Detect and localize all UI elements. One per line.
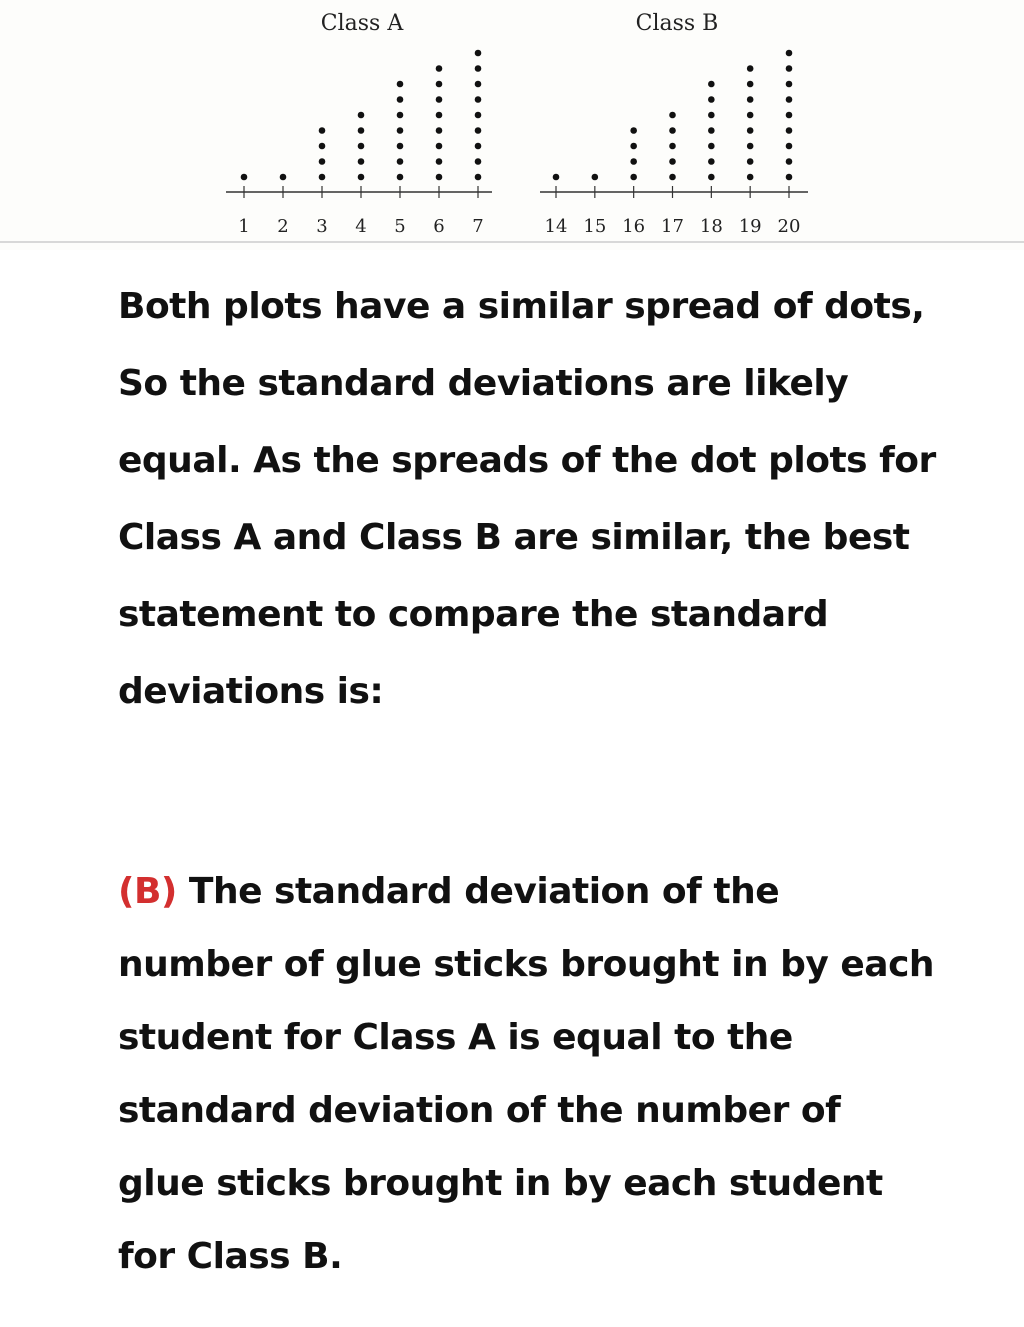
class-b-dot [708, 112, 715, 119]
class-b-dot [630, 127, 637, 134]
class-a-dot [436, 174, 443, 181]
class-a-dot [397, 96, 404, 103]
class-b-tick-label: 19 [738, 216, 762, 237]
class-a-dot [436, 96, 443, 103]
class-b-dot [786, 158, 793, 165]
class-b-dot [747, 127, 754, 134]
class-a-dot [475, 158, 482, 165]
class-a-dot [397, 127, 404, 134]
class-a-dot [436, 112, 443, 119]
class-b-dot [786, 143, 793, 150]
class-a-tick-label: 6 [433, 216, 445, 237]
class-b-dot [553, 174, 560, 181]
class-a-tick-label: 5 [394, 216, 406, 237]
class-b-dot [747, 174, 754, 181]
class-b-tick-label: 14 [544, 216, 568, 237]
class-a-dot [397, 143, 404, 150]
answer-statement: The standard deviation of the number of glue sticks brought in by each student for Class A is equal to the standard deviation of the number of glue sticks brought in by each student for Class B. [118, 871, 935, 1277]
explanation-text: Both plots have a similar spread of dots, So the standard deviations are likely equal. As the spreads of the dot plots for Class A and Class B are similar, the best statement to compare the standard deviations is: [118, 286, 936, 712]
class-a-dot [358, 174, 365, 181]
class-a-tick-label: 4 [355, 216, 367, 237]
class-b-dot [669, 174, 676, 181]
class-b-dot [630, 143, 637, 150]
answer-letter: (B) [118, 871, 177, 912]
class-a-tick-label: 2 [277, 216, 289, 237]
class-a-tick-label: 1 [238, 216, 250, 237]
class-a-dot [397, 174, 404, 181]
class-a-dot [358, 158, 365, 165]
class-b-dot [669, 158, 676, 165]
class-b-dot [786, 65, 793, 72]
class-b-dot [669, 112, 676, 119]
dot-plots-svg [0, 0, 1024, 250]
class-a-dot [436, 143, 443, 150]
class-a-tick-label: 7 [472, 216, 484, 237]
class-a-dot [319, 174, 326, 181]
class-b-tick-label: 20 [777, 216, 801, 237]
class-a-tick-label: 3 [316, 216, 328, 237]
class-a-dot-plot [226, 11, 492, 237]
class-a-dot [241, 174, 248, 181]
class-b-dot [669, 127, 676, 134]
class-b-dot [747, 158, 754, 165]
class-b-dot [747, 96, 754, 103]
class-b-dot [786, 174, 793, 181]
class-b-dot [747, 65, 754, 72]
class-a-dot [436, 127, 443, 134]
class-a-dot [475, 174, 482, 181]
class-a-dot [475, 81, 482, 88]
class-b-dot [747, 112, 754, 119]
class-a-dot [436, 81, 443, 88]
class-b-dot [786, 127, 793, 134]
class-a-dot [475, 112, 482, 119]
class-b-dot [669, 143, 676, 150]
class-a-dot [397, 112, 404, 119]
class-b-dot [630, 158, 637, 165]
class-b-dot [747, 81, 754, 88]
class-a-dot [475, 96, 482, 103]
dot-plots-panel [0, 0, 1024, 250]
class-b-dot [708, 143, 715, 150]
class-b-title: Class B [635, 11, 719, 36]
class-b-dot [708, 96, 715, 103]
class-a-dot [319, 127, 326, 134]
class-a-dot [397, 158, 404, 165]
class-b-tick-label: 15 [583, 216, 607, 237]
class-a-dot [397, 81, 404, 88]
section-divider [0, 241, 1024, 243]
class-b-dot [708, 81, 715, 88]
class-a-dot [319, 143, 326, 150]
class-b-dot [708, 174, 715, 181]
class-a-dot [280, 174, 287, 181]
class-a-dot [436, 158, 443, 165]
class-b-dot [786, 81, 793, 88]
class-b-dot [786, 50, 793, 57]
class-a-dot [475, 50, 482, 57]
class-b-dot-plot [540, 11, 808, 237]
class-b-dot [786, 112, 793, 119]
class-b-dot [708, 127, 715, 134]
class-a-dot [319, 158, 326, 165]
class-b-dot [630, 174, 637, 181]
class-a-dot [475, 127, 482, 134]
class-b-dot [786, 96, 793, 103]
class-a-dot [358, 127, 365, 134]
class-b-tick-label: 16 [622, 216, 646, 237]
class-b-dot [592, 174, 599, 181]
answer-text [118, 855, 938, 1293]
class-b-dot [747, 143, 754, 150]
class-a-dot [358, 112, 365, 119]
class-b-tick-label: 18 [699, 216, 723, 237]
class-a-dot [436, 65, 443, 72]
class-b-tick-label: 17 [661, 216, 684, 237]
class-a-dot [358, 143, 365, 150]
class-a-title: Class A [320, 11, 404, 36]
class-a-dot [475, 65, 482, 72]
class-b-dot [708, 158, 715, 165]
class-a-dot [475, 143, 482, 150]
